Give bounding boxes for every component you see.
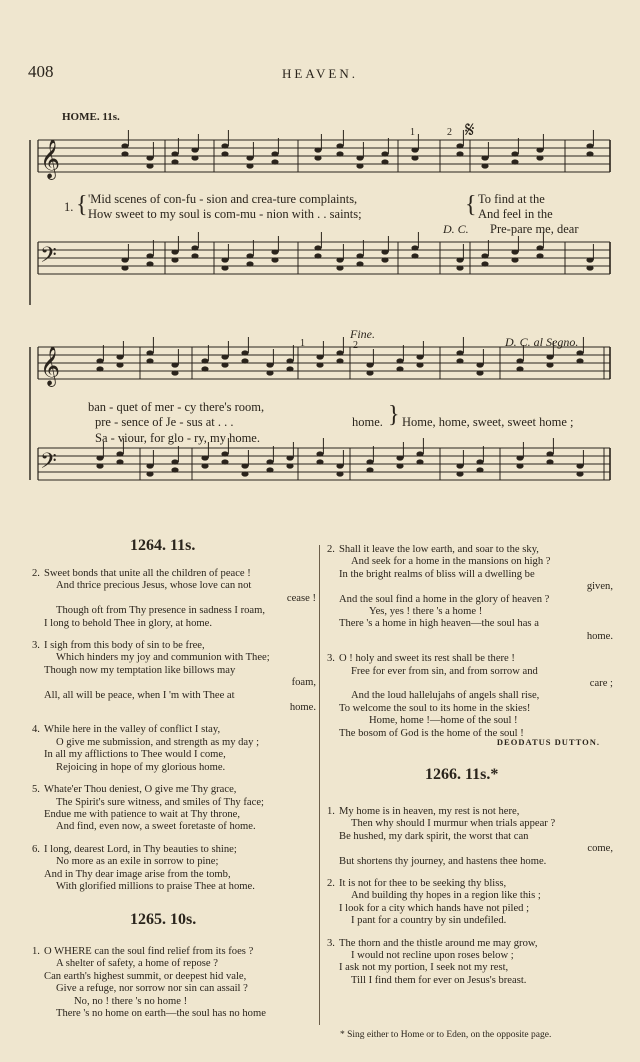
page-number: 408	[28, 62, 54, 81]
stanza-line: Be hushed, my dark spirit, the worst that can	[339, 830, 529, 842]
stanza-line: And the soul find a home in the glory of heaven ?	[339, 593, 550, 605]
stanza	[327, 653, 613, 740]
stanza-line: I long, dearest Lord, in Thy beauties to shine;	[44, 843, 237, 855]
stanza-line: I look for a city which hands have not piled ;	[339, 902, 530, 914]
stanza-line: There 's no home on earth—the soul has no home	[56, 1008, 266, 1020]
lyric-s2-line1: ban - quet of mer - cy there's room,	[88, 400, 265, 414]
stanza	[32, 724, 316, 774]
stanza-number: 2.	[327, 544, 335, 555]
stanza-line: home.	[586, 630, 613, 642]
stanza-line: There 's a home in high heaven—the soul has a	[339, 618, 539, 630]
lyric-s2-line2b: home.	[352, 415, 383, 429]
stanza-line: O give me submission, and strength as my day ;	[56, 736, 260, 748]
stanza	[327, 544, 613, 643]
brace-left: {	[76, 192, 88, 218]
hymn-1265-heading: 1265. 10s.	[130, 911, 197, 928]
lyric-s1-right1: To find at the	[478, 192, 545, 206]
stanza-line: But shortens thy journey, and hastens thee home.	[339, 855, 547, 867]
stanza-line: The Spirit's sure witness, and smiles of Thy face;	[56, 796, 264, 808]
stanza-line: Can earth's highest summit, or deepest hid vale,	[44, 970, 247, 982]
stanza-number: 1.	[32, 946, 40, 957]
stanza	[32, 568, 316, 630]
stanza	[32, 640, 316, 714]
brace-right: }	[388, 402, 400, 428]
lyric-s2-line3: Sa - viour, for glo - ry, my home.	[95, 431, 260, 445]
stanza-number: 4.	[32, 724, 40, 736]
hymn-1264-heading: 1264. 11s.	[130, 537, 196, 554]
stanza-line: care ;	[589, 678, 613, 690]
stanza-line: I long to behold Thee in glory, at home.	[44, 617, 212, 629]
stanza-line: And find, even now, a sweet foretaste of home.	[56, 821, 256, 833]
ending-1-mark: 1	[410, 127, 415, 138]
stanza-line: I pant for a country by sin undefiled.	[351, 915, 507, 927]
stanza	[327, 806, 613, 868]
stanza	[32, 843, 316, 894]
stanza-line: The bosom of God is the home of the soul !	[339, 727, 524, 739]
stanza-line: And building thy hopes in a region like this ;	[351, 890, 541, 902]
tune-name: HOME. 11s.	[62, 111, 120, 123]
stanza-line: foam,	[291, 677, 316, 689]
svg-text:𝄢: 𝄢	[40, 243, 57, 273]
stanza-line: Though now my temptation like billows may	[44, 664, 236, 676]
dc-al-segno: D. C. al Segno.	[505, 335, 579, 349]
stanza-line: And seek for a home in the mansions on high ?	[351, 556, 551, 568]
stanza-line: Rejoicing in hope of my glorious home.	[56, 761, 226, 773]
footnote: * Sing either to Home or to Eden, on the opposite page.	[340, 1030, 552, 1040]
stanza-line: Till I find them for ever on Jesus's breast.	[351, 974, 527, 986]
hymn-1264-text	[32, 568, 316, 903]
stanza-line: Free for ever from sin, and from sorrow and	[351, 665, 538, 677]
stanza-line: A shelter of safety, a home of repose ?	[56, 958, 218, 970]
stanza-line: No more as an exile in sorrow to pine;	[56, 856, 219, 868]
dc-mark: D. C.	[443, 222, 469, 236]
stanza-line: With glorified millions to praise Thee at home.	[56, 880, 255, 892]
stanza-number: 2.	[32, 568, 40, 579]
stanza-line: O WHERE can the soul find relief from its foes ?	[44, 946, 254, 957]
stanza-line: I would not recline upon roses below ;	[351, 950, 514, 962]
stanza-line: And thrice precious Jesus, whose love can not	[56, 580, 252, 592]
stanza-line: In the bright realms of bliss will a dwelling be	[339, 568, 535, 580]
stanza-line: come,	[587, 843, 613, 855]
segno-sign: 𝄋	[465, 118, 475, 143]
ending-2-mark-2: 2	[353, 340, 358, 351]
stanza-line: Though oft from Thy presence in sadness I roam,	[56, 605, 265, 617]
stanza-number: 3.	[327, 937, 335, 949]
stanza-line: Which hinders my joy and communion with Thee;	[56, 652, 270, 664]
verse-number: 1.	[64, 200, 74, 214]
svg-text:𝄞: 𝄞	[40, 346, 61, 386]
hymn-1265-author: DEODATUS DUTTON.	[496, 737, 600, 747]
stanza-line: The thorn and the thistle around me may grow,	[339, 937, 538, 949]
stanza	[32, 784, 316, 834]
stanza-line: O ! holy and sweet its rest shall be there !	[339, 653, 515, 665]
fine-mark: Fine.	[350, 327, 375, 341]
column-divider	[319, 545, 320, 1025]
stanza	[327, 937, 613, 988]
svg-text:𝄢: 𝄢	[40, 449, 57, 479]
stanza-line: It is not for thee to be seeking thy bliss,	[339, 878, 507, 890]
ending-1-mark-2: 1	[300, 338, 305, 349]
stanza-line: And the loud hallelujahs of angels shall rise,	[351, 690, 540, 702]
stanza-number: 3.	[32, 640, 40, 652]
hymn-1265-stanzas-cont	[327, 544, 613, 750]
lyric-s2-line2a: pre - sence of Je - sus at . . .	[95, 415, 234, 429]
hymn-1265-stanza-1	[32, 946, 316, 1030]
lyric-s1-line1: 'Mid scenes of con-fu - sion and crea-ture complaints,	[88, 192, 358, 206]
svg-text:𝄞: 𝄞	[40, 139, 61, 179]
stanza-line: To welcome the soul to its home in the skies!	[339, 702, 531, 714]
stanza-line: Sweet bonds that unite all the children of peace !	[44, 568, 251, 579]
stanza-line: Shall it leave the low earth, and soar to the sky,	[339, 544, 539, 555]
lyric-s2-line2c: Home, home, sweet, sweet home ;	[402, 415, 574, 429]
stanza-line: No, no ! there 's no home !	[74, 995, 188, 1007]
ending-2-mark: 2	[447, 127, 452, 138]
stanza-line: cease !	[286, 592, 316, 604]
hymn-1266-heading: 1266. 11s.*	[425, 766, 499, 783]
brace-mid: {	[465, 192, 477, 218]
stanza-line: My home is in heaven, my rest is not here,	[339, 806, 520, 817]
lyric-s1-dc: Pre-pare me, dear	[490, 222, 579, 236]
stanza-number: 2.	[327, 878, 335, 890]
stanza-line: Then why should I murmur when trials appear ?	[351, 818, 556, 830]
stanza-line: I ask not my portion, I seek not my rest,	[339, 962, 509, 974]
stanza-line: Whate'er Thou deniest, O give me Thy grace,	[44, 784, 237, 796]
stanza-line: While here in the valley of conflict I stay,	[44, 724, 221, 736]
stanza-number: 6.	[32, 843, 40, 855]
running-title: HEAVEN.	[281, 66, 358, 81]
stanza-line: All, all will be peace, when I 'm with Thee at	[44, 689, 235, 701]
lyric-s1-line2: How sweet to my soul is com-mu - nion with . . saints;	[88, 207, 362, 221]
stanza	[32, 946, 316, 1020]
stanza-line: And in Thy dear image arise from the tomb,	[44, 868, 231, 880]
stanza	[327, 878, 613, 928]
stanza-number: 3.	[327, 653, 335, 665]
stanza-number: 5.	[32, 784, 40, 796]
stanza-line: Give a refuge, nor sorrow nor sin can assail ?	[56, 983, 248, 995]
lyric-s1-right2: And feel in the	[478, 207, 553, 221]
stanza-line: Endue me with patience to wait at Thy throne,	[44, 808, 241, 820]
stanza-number: 1.	[327, 806, 335, 817]
stanza-line: given,	[586, 581, 613, 593]
stanza-line: I sigh from this body of sin to be free,	[44, 640, 205, 652]
stanza-line: In all my afflictions to Thee would I come,	[44, 749, 226, 761]
stanza-line: Home, home !—home of the soul !	[369, 715, 518, 727]
stanza-line: Yes, yes ! there 's a home !	[369, 606, 483, 618]
hymn-1266-text	[327, 806, 613, 997]
stanza-line: home.	[289, 702, 316, 714]
